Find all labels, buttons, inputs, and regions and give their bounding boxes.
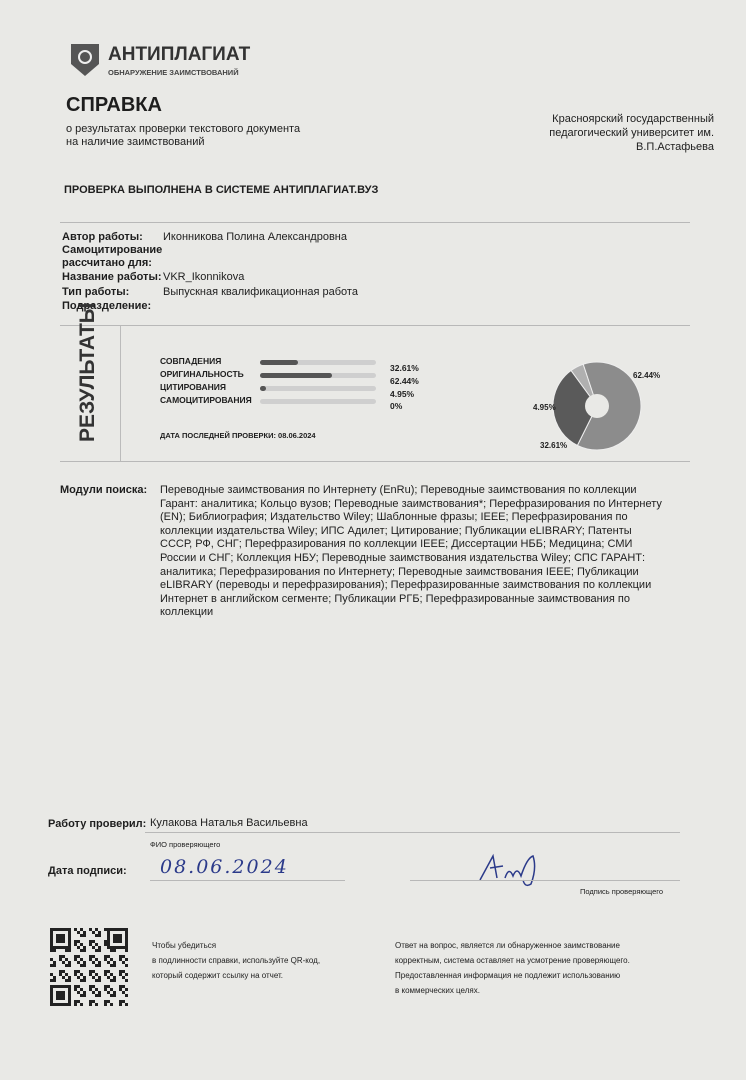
- system-line: ПРОВЕРКА ВЫПОЛНЕНА В СИСТЕМЕ АНТИПЛАГИАТ.ВУЗ: [64, 184, 379, 196]
- divider: [60, 461, 690, 462]
- info-label: Автор работы:: [62, 231, 143, 243]
- info-label: Тип работы:: [62, 286, 130, 298]
- subtitle-line: о результатах проверки текстового документа: [66, 123, 301, 135]
- date-label: Дата подписи:: [48, 865, 127, 877]
- checker-caption: ФИО проверяющего: [150, 840, 221, 849]
- author-value: Иконникова Полина Александровна: [163, 231, 347, 243]
- note-line: корректным, система оставляет на усмотрение проверяющего.: [395, 956, 630, 965]
- signature-caption: Подпись проверяющего: [580, 887, 664, 896]
- org-line: педагогический университет им.: [549, 127, 714, 139]
- last-check-date: ДАТА ПОСЛЕДНЕЙ ПРОВЕРКИ: 08.06.2024: [160, 431, 316, 440]
- metric-value: 4.95%: [390, 389, 415, 399]
- qr-note: [152, 938, 320, 983]
- metric-label: СОВПАДЕНИЯ: [160, 356, 222, 366]
- signature-line: [410, 880, 680, 881]
- note-line: Предоставленная информация не подлежит использованию: [395, 971, 621, 980]
- checked-label: Работу проверил:: [48, 818, 147, 830]
- info-label: Подразделение:: [62, 300, 152, 312]
- checker-name: Кулакова Наталья Васильевна: [150, 817, 308, 829]
- metric-label: ЦИТИРОВАНИЯ: [160, 382, 226, 392]
- info-label: Название работы:: [62, 271, 162, 283]
- results-separator: [120, 326, 121, 461]
- note-line: который содержит ссылку на отчет.: [152, 971, 284, 980]
- info-label: рассчитано для:: [62, 257, 152, 269]
- pie-label-original: 62.44%: [633, 371, 661, 380]
- note-line: Чтобы убедиться: [152, 941, 217, 950]
- date-line: [150, 880, 345, 881]
- divider: [60, 222, 690, 223]
- note-line: Ответ на вопрос, является ли обнаруженное заимствование: [395, 941, 620, 950]
- originality-bar: [260, 373, 376, 378]
- pie-label-citations: 4.95%: [533, 403, 556, 412]
- subtitle-line: на наличие заимствований: [66, 136, 205, 148]
- organization: [549, 112, 714, 154]
- logo: [68, 40, 102, 83]
- disclaimer: [395, 938, 630, 998]
- handwritten-date: 08.06.2024: [160, 856, 289, 878]
- results-heading: РЕЗУЛЬТАТЫ: [76, 302, 99, 442]
- metric-label: САМОЦИТИРОВАНИЯ: [160, 395, 252, 405]
- note-line: в коммерческих целях.: [395, 986, 480, 995]
- metric-label: ОРИГИНАЛЬНОСТЬ: [160, 369, 244, 379]
- page-title: СПРАВКА: [66, 94, 162, 116]
- matches-bar: [260, 360, 376, 365]
- qr-code[interactable]: [50, 928, 128, 1006]
- note-line: в подлинности справки, используйте QR-код,: [152, 956, 321, 965]
- divider: [60, 325, 690, 326]
- work-title-value: VKR_Ikonnikova: [163, 271, 245, 283]
- logo-tagline: ОБНАРУЖЕНИЕ ЗАИМСТВОВАНИЙ: [108, 68, 239, 77]
- self-citations-bar: [260, 399, 376, 404]
- checker-line: [145, 832, 680, 833]
- info-label: Самоцитирование: [62, 244, 163, 256]
- modules-label: Модули поиска:: [60, 484, 148, 496]
- citations-bar: [260, 386, 376, 391]
- results-donut-chart: [550, 360, 645, 452]
- metric-value: 0%: [390, 401, 403, 411]
- page-subtitle: [66, 123, 300, 149]
- signature: [475, 848, 565, 888]
- pie-label-matches: 32.61%: [540, 441, 568, 450]
- org-line: В.П.Астафьева: [636, 141, 714, 153]
- shield-logo-icon: [68, 40, 102, 78]
- modules-list: Переводные заимствования по Интернету (EnRu); Переводные заимствования по коллекции Гарант: аналитика; Кольцо вузов; Переводные заимствования*; Перефразирования по Интернету (EN); Библиография; Издательство Wiley; Шаблонные фразы; IEEE; Перефразирования по коллекции издательства Wiley; ИПС Адилет; Цитирование; Публикации eLIBRARY; Патенты СССР, РФ, СНГ; Перефразирования по коллекции IEEE; Диссертации НББ; Медицина; СМИ России и СНГ; Коллекция НБУ; Переводные заимствования издательства Wiley; СПС ГАРАНТ: аналитика; Перефразирования по Интернету; Переводные заимствования IEEE; Публикации eLIBRARY (переводы и перефразирования); Перефразированные заимствования по коллекции Интернет в английском сегменте; Публикации РГБ; Перефразированные заимствования по коллекции: [160, 484, 662, 619]
- org-line: Красноярский государственный: [552, 113, 714, 125]
- metric-value: 32.61%: [390, 363, 419, 373]
- logo-name: АНТИПЛАГИАТ: [108, 44, 251, 65]
- work-type-value: Выпускная квалификационная работа: [163, 286, 358, 298]
- metric-value: 62.44%: [390, 376, 419, 386]
